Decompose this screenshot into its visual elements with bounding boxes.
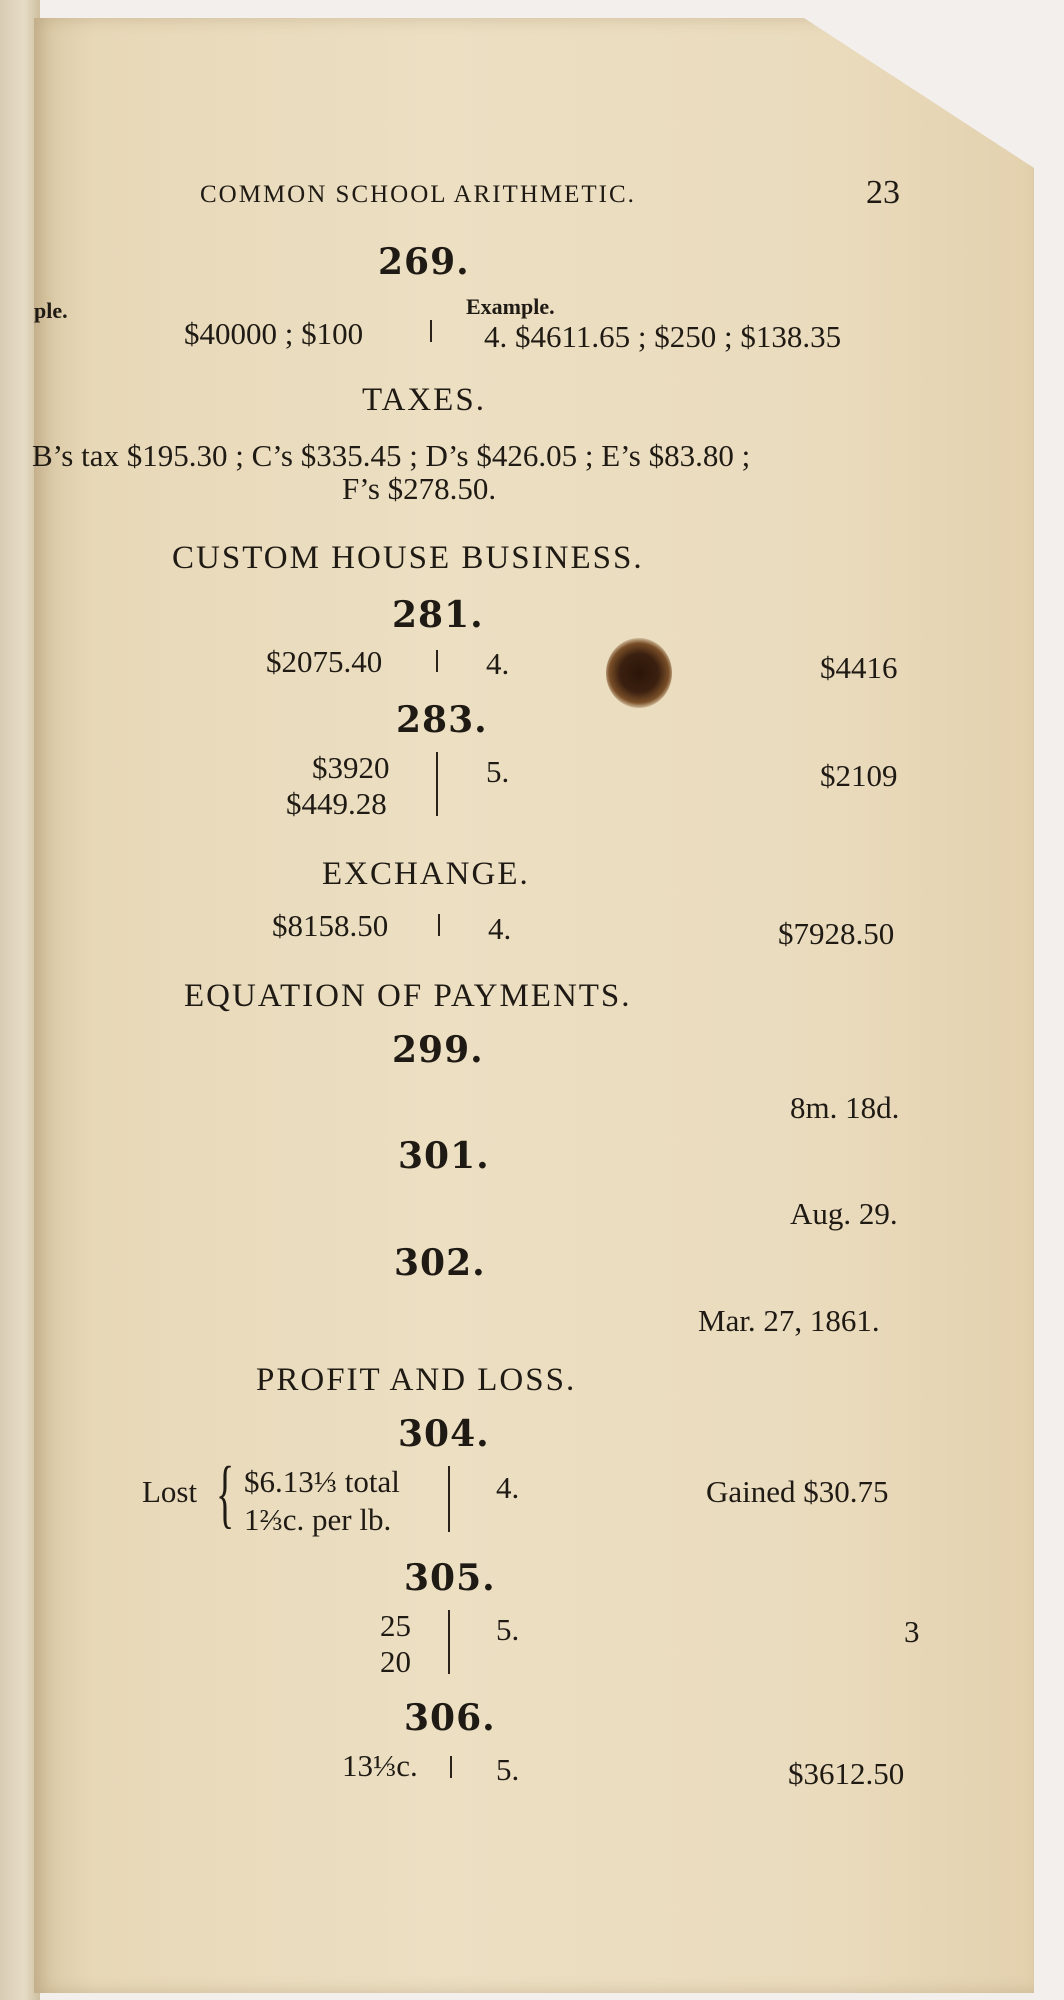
taxes-line-2: F’s $278.50. <box>342 471 497 506</box>
section-number-269: 269. <box>378 241 470 283</box>
answer-305-right: 3 <box>904 1614 920 1649</box>
answer-283-right: $2109 <box>820 758 898 793</box>
example-label: Example. <box>466 294 555 319</box>
example-304: 4. <box>496 1470 520 1505</box>
heading-equation-of-payments: EQUATION OF PAYMENTS. <box>184 978 632 1014</box>
answer-305-left-2: 20 <box>380 1644 411 1679</box>
ink-stain <box>606 638 672 708</box>
section-number-283: 283. <box>396 699 488 741</box>
answer-299: 8m. 18d. <box>790 1090 900 1125</box>
example-283: 5. <box>486 754 510 789</box>
example-305: 5. <box>496 1612 520 1647</box>
divider-306 <box>450 1756 452 1778</box>
answer-exchange-right: $7928.50 <box>778 916 895 951</box>
section-number-304: 304. <box>398 1413 490 1455</box>
heading-taxes: TAXES. <box>362 382 486 418</box>
divider-269 <box>430 320 432 342</box>
example-306: 5. <box>496 1752 520 1787</box>
answer-306-right: $3612.50 <box>788 1756 905 1791</box>
section-number-302: 302. <box>394 1242 486 1284</box>
heading-custom-house: CUSTOM HOUSE BUSINESS. <box>172 540 644 576</box>
page-number: 23 <box>866 174 900 211</box>
margin-fragment: ple. <box>34 298 68 323</box>
divider-exchange <box>438 914 440 936</box>
section-number-301: 301. <box>398 1135 490 1177</box>
answer-301: Aug. 29. <box>790 1196 898 1231</box>
answer-302: Mar. 27, 1861. <box>698 1303 880 1338</box>
divider-281 <box>436 650 438 672</box>
answer-305-left-1: 25 <box>380 1608 411 1643</box>
section-number-299: 299. <box>392 1029 484 1071</box>
answer-281-right: $4416 <box>820 650 898 685</box>
example-exchange: 4. <box>488 911 512 946</box>
answer-283-left-1: $3920 <box>312 750 390 785</box>
heading-exchange: EXCHANGE. <box>322 856 530 892</box>
section-number-306: 306. <box>404 1697 496 1739</box>
divider-305 <box>448 1610 450 1674</box>
answer-304-lost: Lost <box>142 1474 198 1509</box>
answer-304-line-2: 1⅔c. per lb. <box>244 1502 392 1537</box>
divider-283 <box>436 752 438 816</box>
answer-306-left: 13⅓c. <box>342 1748 418 1783</box>
answer-304-right: Gained $30.75 <box>706 1474 889 1509</box>
brace: { <box>216 1452 235 1536</box>
section-number-281: 281. <box>392 594 484 636</box>
running-title: COMMON SCHOOL ARITHMETIC. <box>200 181 636 208</box>
example-281: 4. <box>486 646 510 681</box>
answer-exchange-left: $8158.50 <box>272 908 389 943</box>
answer-269-left: $40000 ; $100 <box>184 316 364 351</box>
answer-269-right: 4. $4611.65 ; $250 ; $138.35 <box>484 319 842 354</box>
answer-304-line-1: $6.13⅓ total <box>244 1464 400 1499</box>
answer-283-left-2: $449.28 <box>286 786 387 821</box>
answer-281-left: $2075.40 <box>266 644 383 679</box>
taxes-line-1: B’s tax $195.30 ; C’s $335.45 ; D’s $426.05 ; E’s $83.80 ; <box>32 438 751 473</box>
divider-304 <box>448 1466 450 1532</box>
section-number-305: 305. <box>404 1557 496 1599</box>
heading-profit-and-loss: PROFIT AND LOSS. <box>256 1362 577 1398</box>
